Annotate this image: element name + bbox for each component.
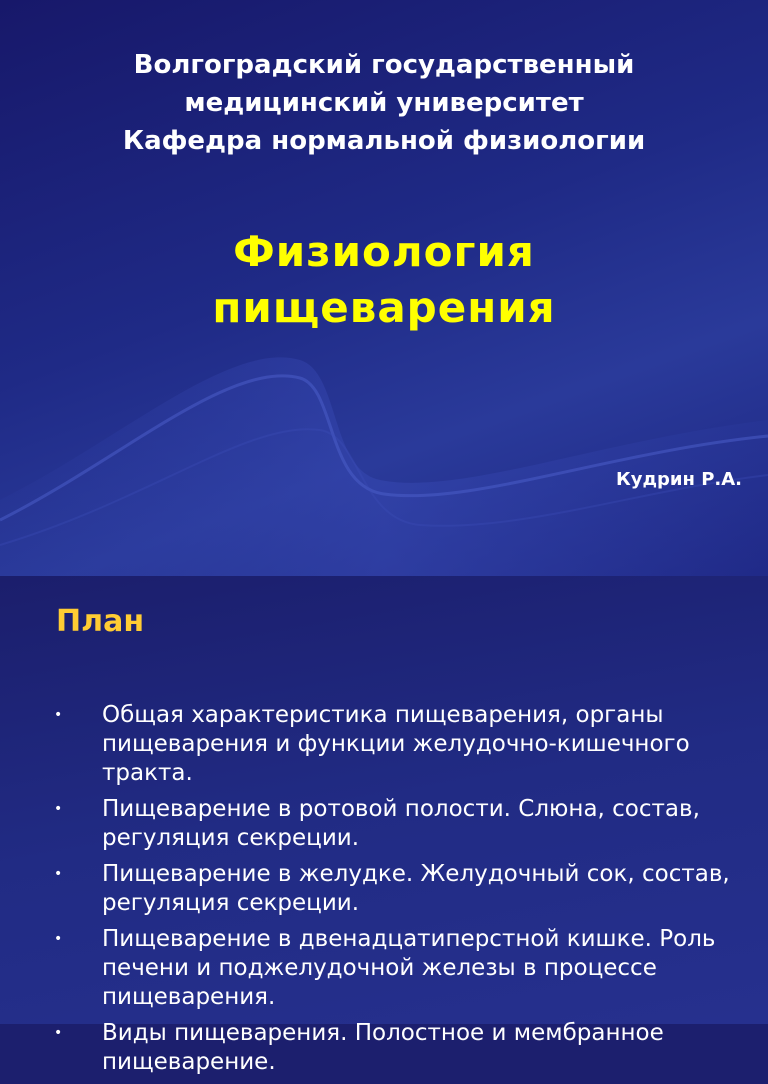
lecture-title bbox=[0, 224, 768, 336]
author-name: Кудрин Р.А. bbox=[616, 469, 742, 490]
plan-item bbox=[52, 795, 752, 853]
university-line-2: медицинский университет bbox=[184, 88, 584, 118]
bullet-icon: • bbox=[54, 1025, 63, 1041]
plan-item bbox=[52, 860, 752, 918]
plan-list bbox=[52, 701, 752, 1084]
lecture-title-line-1: Физиология bbox=[233, 227, 535, 276]
department-name: Кафедра нормальной физиологии bbox=[122, 126, 646, 156]
plan-item-text: Общая характеристика пищеварения, органы пищеварения и функции желудочно-кишечного тракта. bbox=[102, 702, 690, 786]
plan-item-text: Пищеварение в двенадцатиперстной кишке. Роль печени и поджелудочной железы в процессе пищеварения. bbox=[102, 926, 716, 1010]
plan-item bbox=[52, 925, 752, 1012]
bullet-icon: • bbox=[54, 707, 63, 723]
plan-item bbox=[52, 1019, 752, 1077]
university-header bbox=[0, 46, 768, 160]
plan-slide bbox=[0, 576, 768, 1075]
bullet-icon: • bbox=[54, 931, 63, 947]
plan-item-text: Пищеварение в желудке. Желудочный сок, состав, регуляция секреции. bbox=[102, 861, 730, 916]
plan-heading: План bbox=[56, 604, 145, 639]
plan-item-text: Пищеварение в ротовой полости. Слюна, состав, регуляция секреции. bbox=[102, 796, 700, 851]
bullet-icon: • bbox=[54, 801, 63, 817]
university-line-1: Волгоградский государственный bbox=[133, 50, 635, 80]
lecture-title-line-2: пищеварения bbox=[212, 283, 556, 332]
plan-item-text: Виды пищеварения. Полостное и мембранное пищеварение. bbox=[102, 1020, 664, 1075]
plan-item bbox=[52, 701, 752, 788]
bullet-icon: • bbox=[54, 866, 63, 882]
